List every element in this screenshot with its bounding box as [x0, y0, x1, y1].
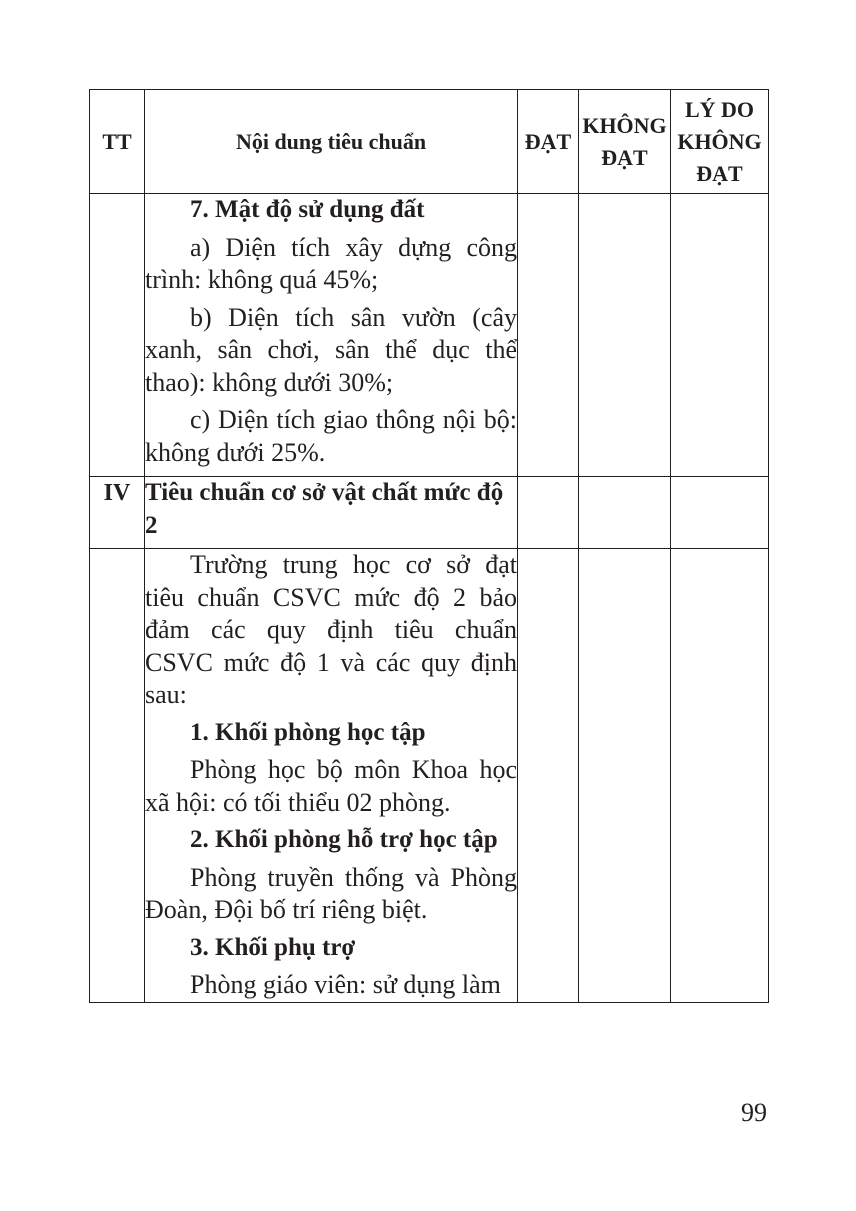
table-row-level2-heading	[90, 477, 769, 549]
header-pass: ĐẠT	[518, 90, 579, 194]
row-content	[145, 194, 518, 477]
section-text: Phòng học bộ môn Khoa học xã hội: có tối thiểu 02 phòng.	[145, 755, 517, 817]
pass-cell	[518, 194, 579, 477]
intro-paragraph: Trường trung học cơ sở đạt tiêu chuẩn CSVC mức độ 2 bảo đảm các quy định tiêu chuẩn CSVC mức độ 1 và các quy định sau:	[145, 550, 517, 709]
fail-cell	[579, 549, 671, 1003]
header-content: Nội dung tiêu chuẩn	[145, 90, 518, 194]
row-content	[145, 549, 518, 1003]
header-fail-line2: ĐẠT	[601, 144, 648, 170]
criterion-item: c) Diện tích giao thông nội bộ: không dưới 25%.	[145, 405, 517, 467]
page-number: 99	[741, 1098, 767, 1127]
level-heading: Tiêu chuẩn cơ sở vật chất mức độ 2	[145, 479, 504, 539]
section-heading: 1. Khối phòng học tập	[190, 718, 426, 746]
header-fail	[579, 90, 671, 194]
fail-cell	[579, 477, 671, 549]
header-reason-line2: KHÔNG	[677, 128, 762, 154]
row-number: IV	[90, 477, 145, 549]
table-header-row	[90, 90, 769, 194]
reason-cell	[671, 477, 769, 549]
standards-table	[89, 89, 769, 1003]
table-row-level2-detail	[90, 549, 769, 1003]
section-text: Phòng giáo viên: sử dụng làm	[190, 970, 501, 999]
header-reason-line1: LÝ DO	[684, 96, 755, 122]
header-tt: TT	[90, 90, 145, 194]
row-number	[90, 549, 145, 1003]
section-text: Phòng truyền thống và Phòng Đoàn, Đội bố trí riêng biệt.	[145, 862, 517, 924]
row-number	[90, 194, 145, 477]
criterion-item: b) Diện tích sân vườn (cây xanh, sân chơi, sân thể dục thể thao): không dưới 30%;	[145, 302, 517, 397]
section-heading: 7. Mật độ sử dụng đất	[190, 196, 425, 223]
criterion-item: a) Diện tích xây dựng công trình: không quá 45%;	[145, 232, 517, 294]
section-heading: 3. Khối phụ trợ	[190, 933, 356, 961]
header-reason-line3: ĐẠT	[696, 160, 743, 186]
header-fail-line1: KHÔNG	[582, 112, 667, 138]
table-row-land-density	[90, 194, 769, 477]
row-content	[145, 477, 518, 549]
pass-cell	[518, 477, 579, 549]
section-heading: 2. Khối phòng hỗ trợ học tập	[190, 826, 498, 853]
header-reason	[671, 90, 769, 194]
fail-cell	[579, 194, 671, 477]
reason-cell	[671, 194, 769, 477]
pass-cell	[518, 549, 579, 1003]
reason-cell	[671, 549, 769, 1003]
